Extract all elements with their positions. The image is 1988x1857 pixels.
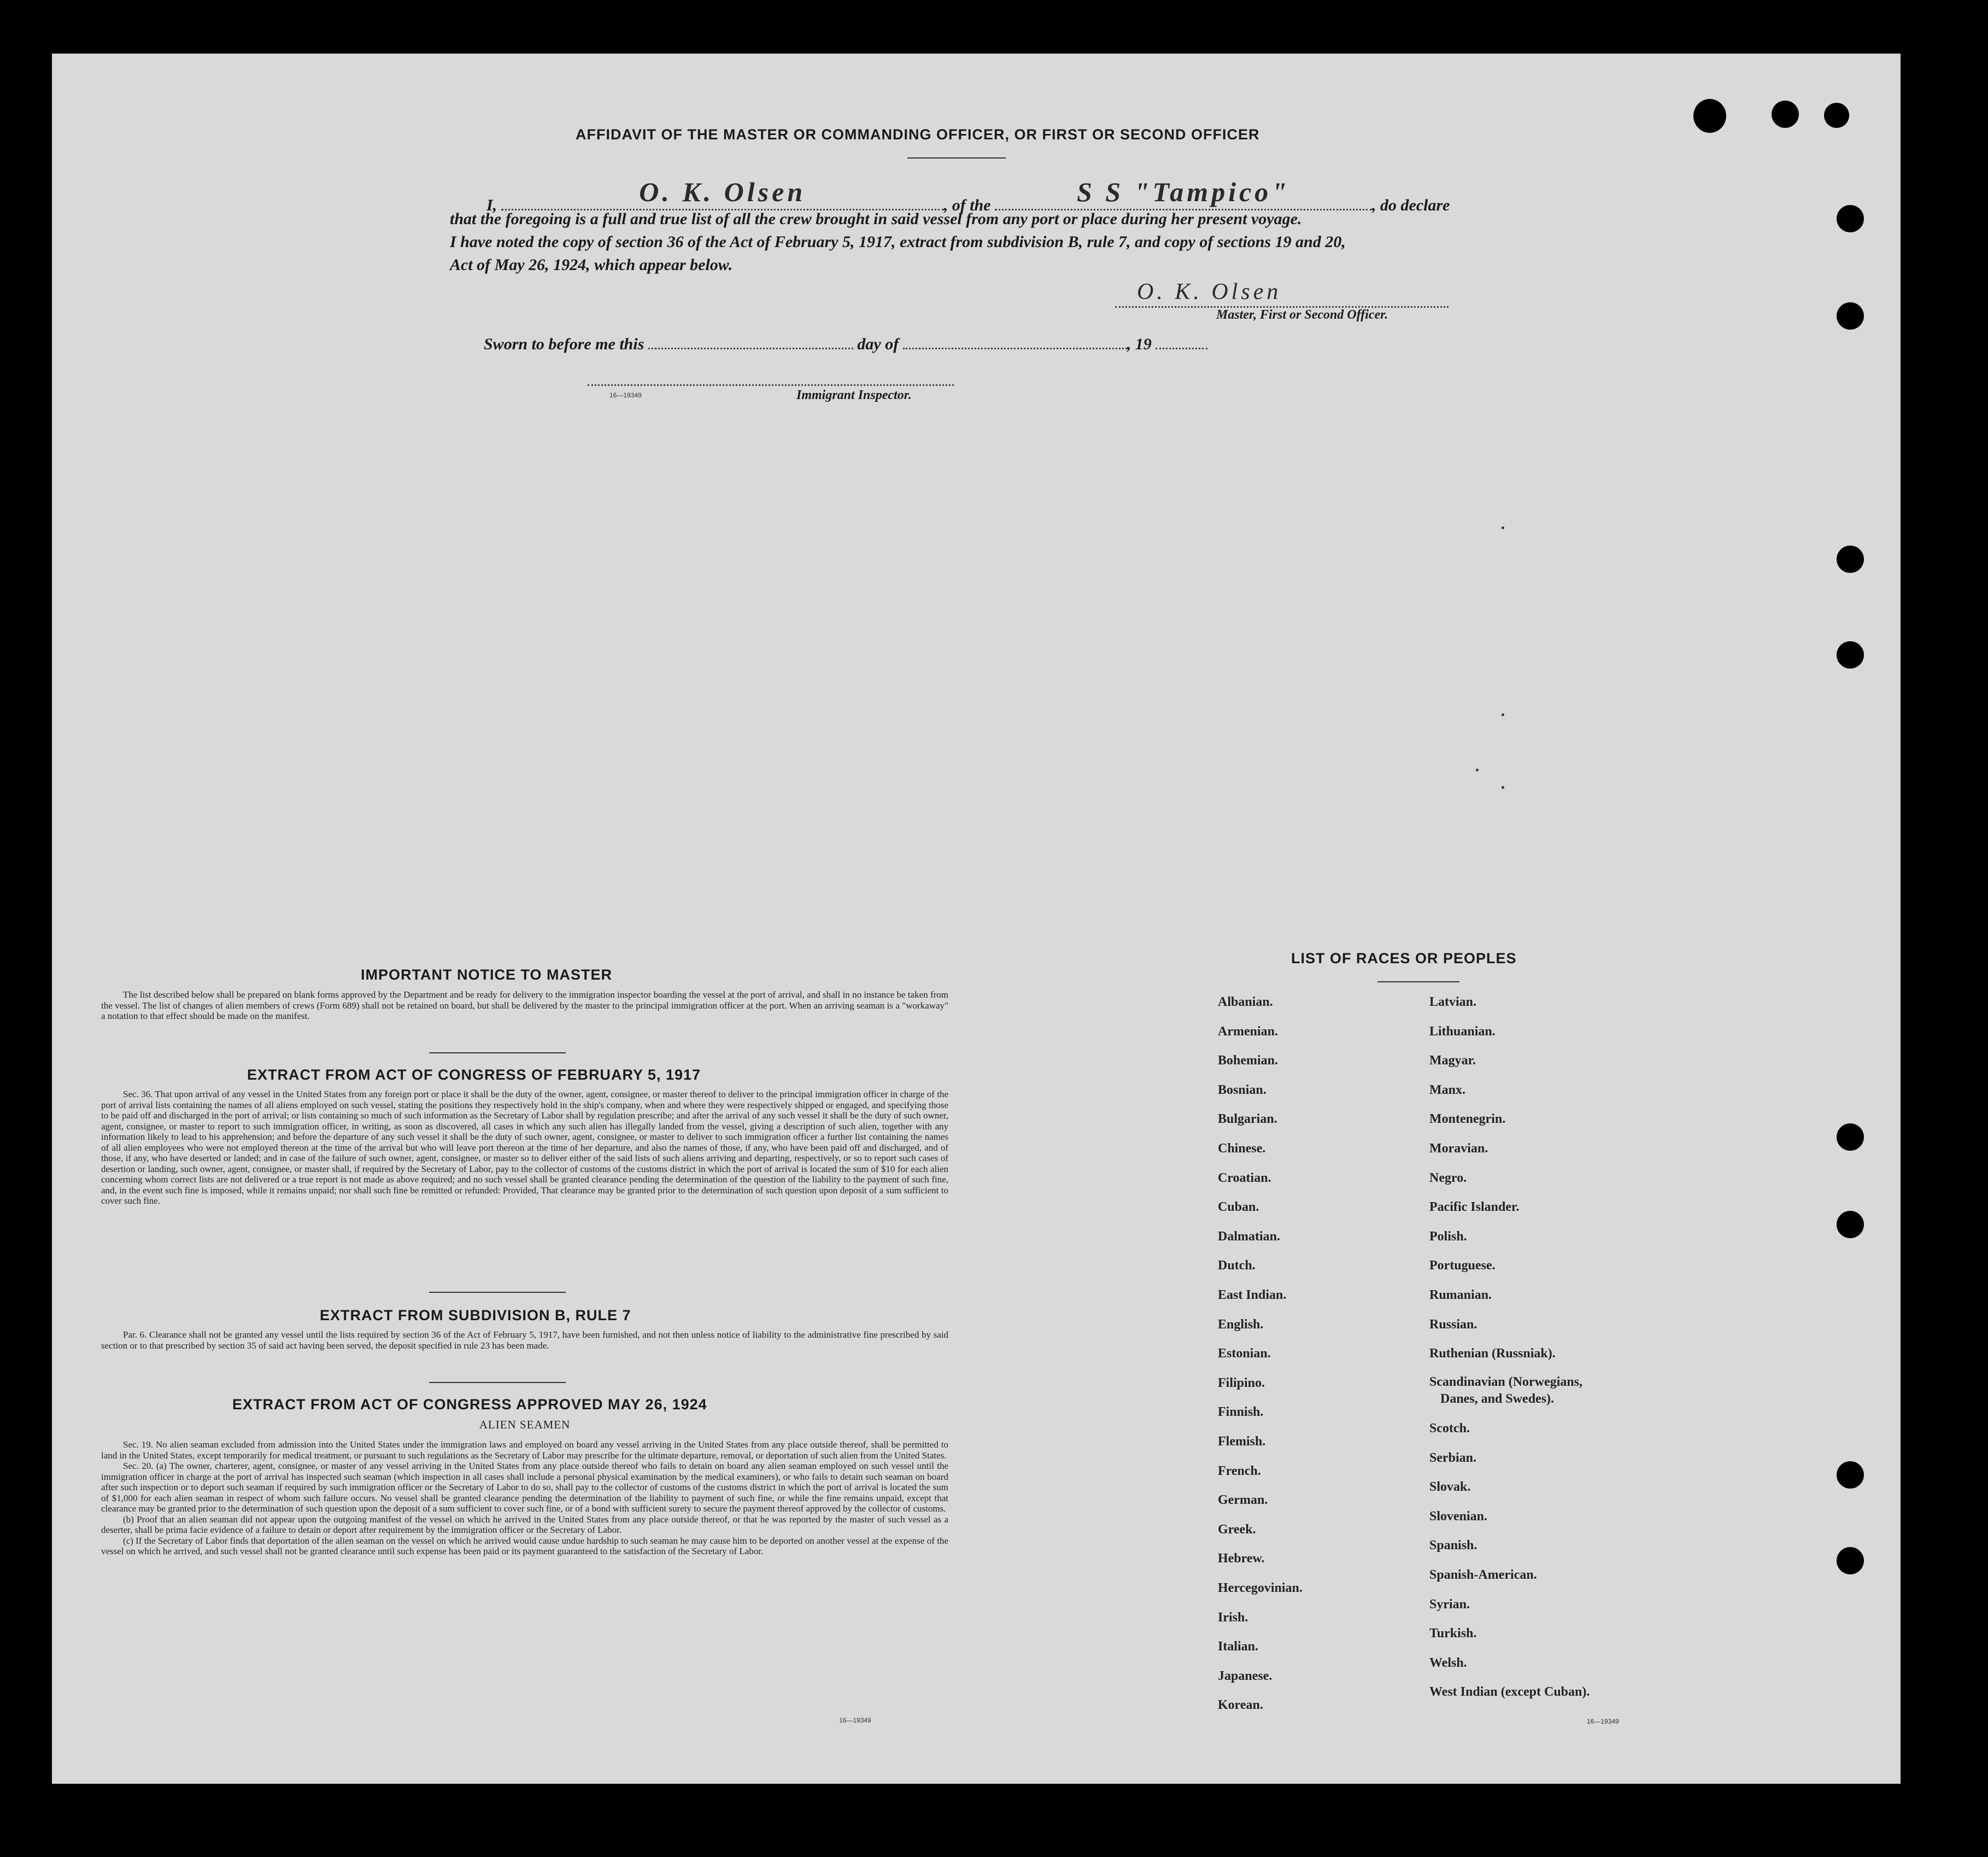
race-item: Filipino. [1218, 1375, 1265, 1390]
race-item: East Indian. [1218, 1288, 1287, 1302]
text-of-the: , of the [943, 196, 991, 214]
sworn-prefix: Sworn to before me this [484, 335, 644, 353]
races-rule [1377, 981, 1459, 982]
race-item: Negro. [1429, 1170, 1467, 1185]
race-item: West Indian (except Cuban). [1429, 1685, 1590, 1700]
race-item: Lithuanian. [1429, 1024, 1496, 1039]
master-name-handwritten: O. K. Olsen [639, 177, 806, 207]
affidavit-form-number: 16—19349 [609, 391, 642, 399]
race-item: Hercegovinian. [1218, 1581, 1303, 1595]
notice-title: IMPORTANT NOTICE TO MASTER [361, 966, 612, 983]
punch-hole [1837, 641, 1864, 669]
master-name-field [501, 177, 944, 210]
vessel-name-field [995, 177, 1372, 210]
extract-1917-body [101, 1089, 948, 1206]
speck [1502, 786, 1504, 789]
race-item: Croatian. [1218, 1170, 1271, 1185]
race-item: Spanish-American. [1429, 1568, 1537, 1582]
race-item: Scandinavian (Norwegians, [1429, 1374, 1583, 1389]
section-19-paragraph: Sec. 19. No alien seaman excluded from admission into the United States under the immigration laws and employed on board any vessel arriving in the United States from any place outside thereof, shall be permitted to land in the United States, except temporarily for medical treatment, or pursuant to such regulations as the Secretary of Labor may prescribe for the ultimate departure, removal, or deportation of such alien from the United States. [101, 1439, 948, 1461]
sworn-day-of: day of [857, 335, 899, 353]
race-item: Dalmatian. [1218, 1229, 1280, 1244]
extract-form-number: 16—19349 [839, 1717, 871, 1724]
title-rule [907, 157, 1006, 159]
signature-handwritten: O. K. Olsen [1137, 279, 1282, 304]
race-item: Flemish. [1218, 1434, 1266, 1449]
races-title: LIST OF RACES OR PEOPLES [1291, 950, 1517, 966]
extract-1924-title: EXTRACT FROM ACT OF CONGRESS APPROVED MAY 26, 1924 [232, 1396, 707, 1413]
sworn-day-field [648, 331, 853, 349]
race-item: Pacific Islander. [1429, 1200, 1520, 1215]
race-item: Turkish. [1429, 1626, 1477, 1641]
race-item: Portuguese. [1429, 1258, 1496, 1273]
punch-hole [1837, 546, 1864, 573]
race-item: Serbian. [1429, 1450, 1477, 1465]
vessel-name-handwritten: S S "Tampico" [1076, 177, 1291, 207]
race-item: Slovak. [1429, 1480, 1471, 1495]
punch-hole [1837, 1461, 1864, 1489]
speck [1476, 769, 1479, 771]
rule-7-title: EXTRACT FROM SUBDIVISION B, RULE 7 [320, 1307, 631, 1323]
race-item: Bulgarian. [1218, 1112, 1277, 1127]
inspector-caption: Immigrant Inspector. [796, 388, 912, 402]
races-form-number: 16—19349 [1587, 1718, 1619, 1725]
inspector-signature-field [588, 384, 954, 386]
punch-hole [1824, 103, 1849, 128]
race-item: Hebrew. [1218, 1551, 1265, 1566]
signature-field [1115, 279, 1449, 308]
race-item: Armenian. [1218, 1024, 1278, 1039]
extract-1917-title: EXTRACT FROM ACT OF CONGRESS OF FEBRUARY 5, 1917 [247, 1067, 701, 1083]
race-item: Greek. [1218, 1522, 1256, 1537]
race-item: Syrian. [1429, 1597, 1470, 1612]
race-item: Latvian. [1429, 995, 1477, 1009]
race-item: Moravian. [1429, 1141, 1488, 1156]
race-item: Ruthenian (Russniak). [1429, 1346, 1556, 1361]
race-item: Welsh. [1429, 1655, 1467, 1670]
speck [1502, 713, 1504, 716]
race-item: Chinese. [1218, 1141, 1266, 1156]
race-item: Montenegrin. [1429, 1112, 1506, 1127]
race-item: Danes, and Swedes). [1440, 1392, 1555, 1407]
section-36-paragraph: Sec. 36. That upon arrival of any vessel in the United States from any foreign port or place it shall be the duty of the owner, agent, consignee, or master thereof to deliver to the principal immigration officer in charge of the port of arrival lists containing the names of all aliens employed on such vessel, stating the positions they respectively hold in the ship's company, when and where they were respectively shipped or engaged, and specifying those to be paid off and discharged in the port of arrival; or lists containing so much of such information as the Secretary of Labor shall by regulation prescribe; and after the arrival of any such vessel it shall be the duty of such owner, agent, consignee, or master to report to such immigration officer, in writing, as soon as discovered, all cases in which any such alien has illegally landed from the vessel, giving a description of such alien, together with any information likely to lead to his apprehension; and before the departure of any such vessel it shall be the duty of such owner, agent, consignee, or master to deliver to such immigration officer a further list containing the names of all alien employees who were not employed thereon at the time of the arrival but who will leave port thereon at the time of her departure, and also the names of those, if any, who have been paid off and discharged, and of those, if any, who have deserted or landed; and in case of the failure of such owner, agent, consignee, or master so to deliver either of the said lists of such aliens arriving and departing, respectively, or so to report such cases of desertion or landing, such owner, agent, consignee, or master shall, if required by the Secretary of Labor, pay to the collector of customs of the customs district in which the port of arrival is located the sum of $10 for each alien concerning whom correct lists are not delivered or a true report is not made as above required; and no such vessel shall be granted clearance pending the determination of the question of the liability to the payment of such fine, and, in the event such fine is imposed, while it remains unpaid; nor shall such fine be remitted or refunded: Provided, That clearance may be granted prior to the determination of such question upon deposit of a sum sufficient to cover such fine. [101, 1089, 948, 1206]
race-item: Bosnian. [1218, 1082, 1266, 1097]
sworn-line [484, 331, 1207, 354]
punch-hole [1837, 1123, 1864, 1151]
declaration-line-4: Act of May 26, 1924, which appear below. [450, 256, 733, 274]
extract-1917-rule [429, 1292, 566, 1293]
text-i: I, [486, 196, 497, 214]
punch-hole [1837, 205, 1864, 232]
race-item: Irish. [1218, 1610, 1248, 1625]
notice-body [101, 989, 948, 1022]
declaration-line-3: I have noted the copy of section 36 of the Act of February 5, 1917, extract from subdivision B, rule 7, and copy of sections 19 and 20, [450, 233, 1346, 251]
affidavit-title: AFFIDAVIT OF THE MASTER OR COMMANDING OFFICER, OR FIRST OR SECOND OFFICER [576, 126, 1260, 143]
race-item: Italian. [1218, 1639, 1259, 1654]
punch-hole [1772, 101, 1799, 128]
race-item: Albanian. [1218, 995, 1273, 1009]
document-sheet [52, 54, 1901, 1784]
race-item: French. [1218, 1463, 1261, 1478]
declaration-line-2: that the foregoing is a full and true list of all the crew brought in said vessel from any port or place during her present voyage. [450, 210, 1302, 228]
sworn-year: , 19 [1127, 335, 1152, 353]
race-item: Polish. [1429, 1229, 1467, 1244]
text-do-declare: , do declare [1372, 196, 1450, 214]
signature-caption: Master, First or Second Officer. [1216, 308, 1388, 322]
sworn-month-field [903, 331, 1127, 349]
race-item: Magyar. [1429, 1053, 1476, 1068]
race-item: Rumanian. [1429, 1288, 1492, 1302]
race-item: Scotch. [1429, 1421, 1470, 1436]
rule-7-paragraph: Par. 6. Clearance shall not be granted any vessel until the lists required by section 36 of the Act of February 5, 1917, have been furnished, and not then unless notice of liability to the administrative fine prescribed by said section or to that prescribed by section 35 of said act having been served, the deposit specified in rule 23 has been made. [101, 1329, 948, 1351]
race-item: Bohemian. [1218, 1053, 1279, 1068]
race-item: German. [1218, 1493, 1268, 1508]
race-item: Manx. [1429, 1082, 1465, 1097]
punch-hole [1837, 302, 1864, 330]
extract-1924-body [101, 1439, 948, 1557]
race-item: Spanish. [1429, 1538, 1477, 1553]
race-item: Finnish. [1218, 1405, 1264, 1420]
punch-hole [1837, 1547, 1864, 1574]
race-item: English. [1218, 1317, 1264, 1332]
section-20a-paragraph: Sec. 20. (a) The owner, charterer, agent, consignee, or master of any vessel arriving in the United States from any place outside thereof who fails to detain on board any alien seaman employed on such vessel until the immigration officer in charge at the port of arrival has inspected such seaman (which inspection in all cases shall include a personal physical examination by the medical examiners), or who fails to detain such seaman on board after such inspection or to deport such seaman if required by such immigration officer or the Secretary of Labor to do so, shall pay to the collector of customs of the customs district in which the port of arrival is located the sum of $1,000 for each alien seaman in respect of whom such failure occurs. No vessel shall be granted clearance pending the determination of the liability to payment of such fine, or while the fine remains unpaid, except that clearance may be granted prior to the determination of such question upon the deposit of a sum sufficient to cover such fine, or of a bond with sufficient surety to secure the payment thereof approved by the collector of customs. [101, 1461, 948, 1514]
speck [1502, 526, 1504, 529]
sworn-year-field [1156, 331, 1207, 349]
race-item: Dutch. [1218, 1258, 1256, 1273]
race-item: Cuban. [1218, 1200, 1259, 1215]
notice-paragraph: The list described below shall be prepared on blank forms approved by the Department and be ready for delivery to the immigration inspector boarding the vessel at the port of arrival, and shall in no instance be taken from the vessel. The list of changes of alien members of crews (Form 689) shall not be retained on board, but shall be delivered by the master to the principal immigration officer at the port. When an arriving seaman is a "workaway" a notation to that effect should be made on the manifest. [101, 989, 948, 1021]
punch-hole [1693, 99, 1726, 133]
section-20c-paragraph: (c) If the Secretary of Labor finds that deportation of the alien seaman on the vessel on which he arrived would cause undue hardship to such seaman he may cause him to be deported on another vessel at the expense of the vessel on which he arrived, and such vessel shall not be granted clearance until such expense has been paid or its payment guaranteed to the satisfaction of the Secretary of Labor. [101, 1535, 948, 1556]
section-20b-paragraph: (b) Proof that an alien seaman did not appear upon the outgoing manifest of the vessel on which he arrived in the United States from any place outside thereof, or that he was reported by the master of such vessel as a deserter, shall be prima facie evidence of a failure to detain or deport after requirement by the immigration officer or the Secretary of Labor. [101, 1514, 948, 1535]
race-item: Estonian. [1218, 1346, 1271, 1361]
notice-rule [429, 1052, 566, 1053]
race-item: Slovenian. [1429, 1509, 1488, 1524]
race-item: Korean. [1218, 1698, 1263, 1713]
race-item: Japanese. [1218, 1668, 1272, 1683]
rule-7-rule [429, 1382, 566, 1383]
punch-hole [1837, 1211, 1864, 1238]
alien-seamen-subtitle: ALIEN SEAMEN [479, 1418, 571, 1431]
rule-7-body [101, 1329, 948, 1351]
race-item: Russian. [1429, 1317, 1477, 1332]
